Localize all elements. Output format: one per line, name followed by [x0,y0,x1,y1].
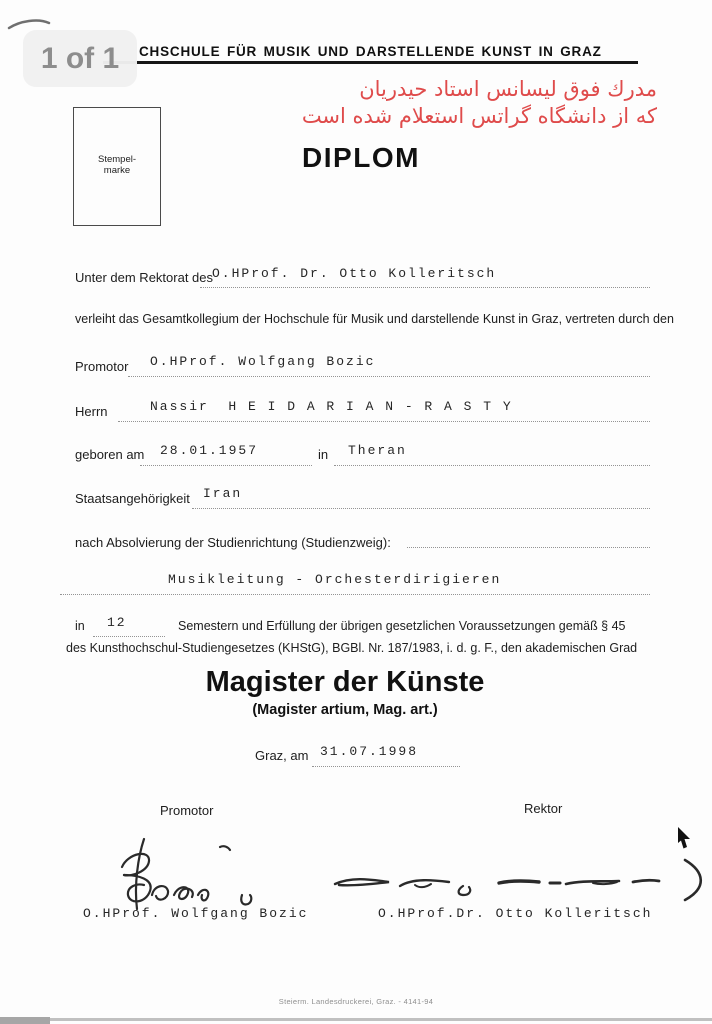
annotation-line-1: مدرك فوق ليسانس استاد حيدريان [359,77,657,101]
promotor-name: O.HProf. Wolfgang Bozic [83,906,309,921]
dotted-line [312,766,460,767]
herrn-label: Herrn [75,404,108,419]
grant-clause: verleiht das Gesamtkollegium der Hochschule für Musik und darstellende Kunst in Graz, vertreten durch den [75,312,674,326]
rektor-caption: Rektor [524,801,563,816]
dotted-line [200,287,650,288]
rektorat-value: O.HProf. Dr. Otto Kolleritsch [212,266,497,281]
geboren-label: geboren am [75,447,145,462]
page-bottom-edge-corner [0,1017,50,1024]
promotor-signature [92,833,277,915]
geboren-in-value: Theran [348,443,407,458]
page-count-badge: 1 of 1 [23,30,137,87]
dotted-line [118,421,650,422]
dotted-line [60,594,650,595]
semester-value: 12 [107,615,127,630]
document-title: DIPLOM [302,142,420,173]
header-title: CHSCHULE FÜR MUSIK UND DARSTELLENDE KUNST IN GRAZ [139,44,602,59]
dotted-line [128,376,650,377]
rektor-name: O.HProf.Dr. Otto Kolleritsch [378,906,653,921]
dotted-line [192,508,650,509]
rektor-signature [333,852,712,907]
studienrichtung-value: Musikleitung - Orchesterdirigieren [168,572,502,587]
stamp-box-label: Stempel- marke [97,154,136,176]
printer-note: Steierm. Landesdruckerei, Graz. - 4141-94 [278,997,434,1006]
rektorat-label: Unter dem Rektorat des [75,270,214,285]
herrn-value: Nassir H E I D A R I A N - R A S T Y [150,399,513,414]
promotor-caption: Promotor [160,803,214,818]
staat-label: Staatsangehörigkeit [75,491,190,506]
dotted-line [93,636,165,637]
promotor-label: Promotor [75,359,129,374]
dotted-line [334,465,650,466]
farsi-annotation [302,76,657,130]
geboren-value: 28.01.1957 [160,443,259,458]
dotted-line [140,465,312,466]
studienrichtung-label: nach Absolvierung der Studienrichtung (Studienzweig): [75,535,391,550]
degree-title: Magister der Künste [205,666,485,698]
dotted-line [407,547,650,548]
annotation-line-2: كه از دانشگاه گراتس استعلام شده است [301,104,657,128]
cursor-arrow-icon [676,827,692,849]
issue-date-value: 31.07.1998 [320,744,419,759]
header-rule [103,61,638,64]
promotor-value: O.HProf. Wolfgang Bozic [150,354,376,369]
page-bottom-edge [0,1018,712,1021]
semester-suffix: Semestern und Erfüllung der übrigen gesetzlichen Voraussetzungen gemäß § 45 [178,619,626,633]
staat-value: Iran [203,486,243,501]
geboren-in-label: in [318,447,329,462]
degree-subtitle: (Magister artium, Mag. art.) [252,702,438,718]
issue-date-label: Graz, am [255,748,309,763]
semester-line2: des Kunsthochschul-Studiengesetzes (KHStG), BGBl. Nr. 187/1983, i. d. g. F., den akademischen Grad [66,641,638,655]
semester-prefix: in [75,619,85,633]
